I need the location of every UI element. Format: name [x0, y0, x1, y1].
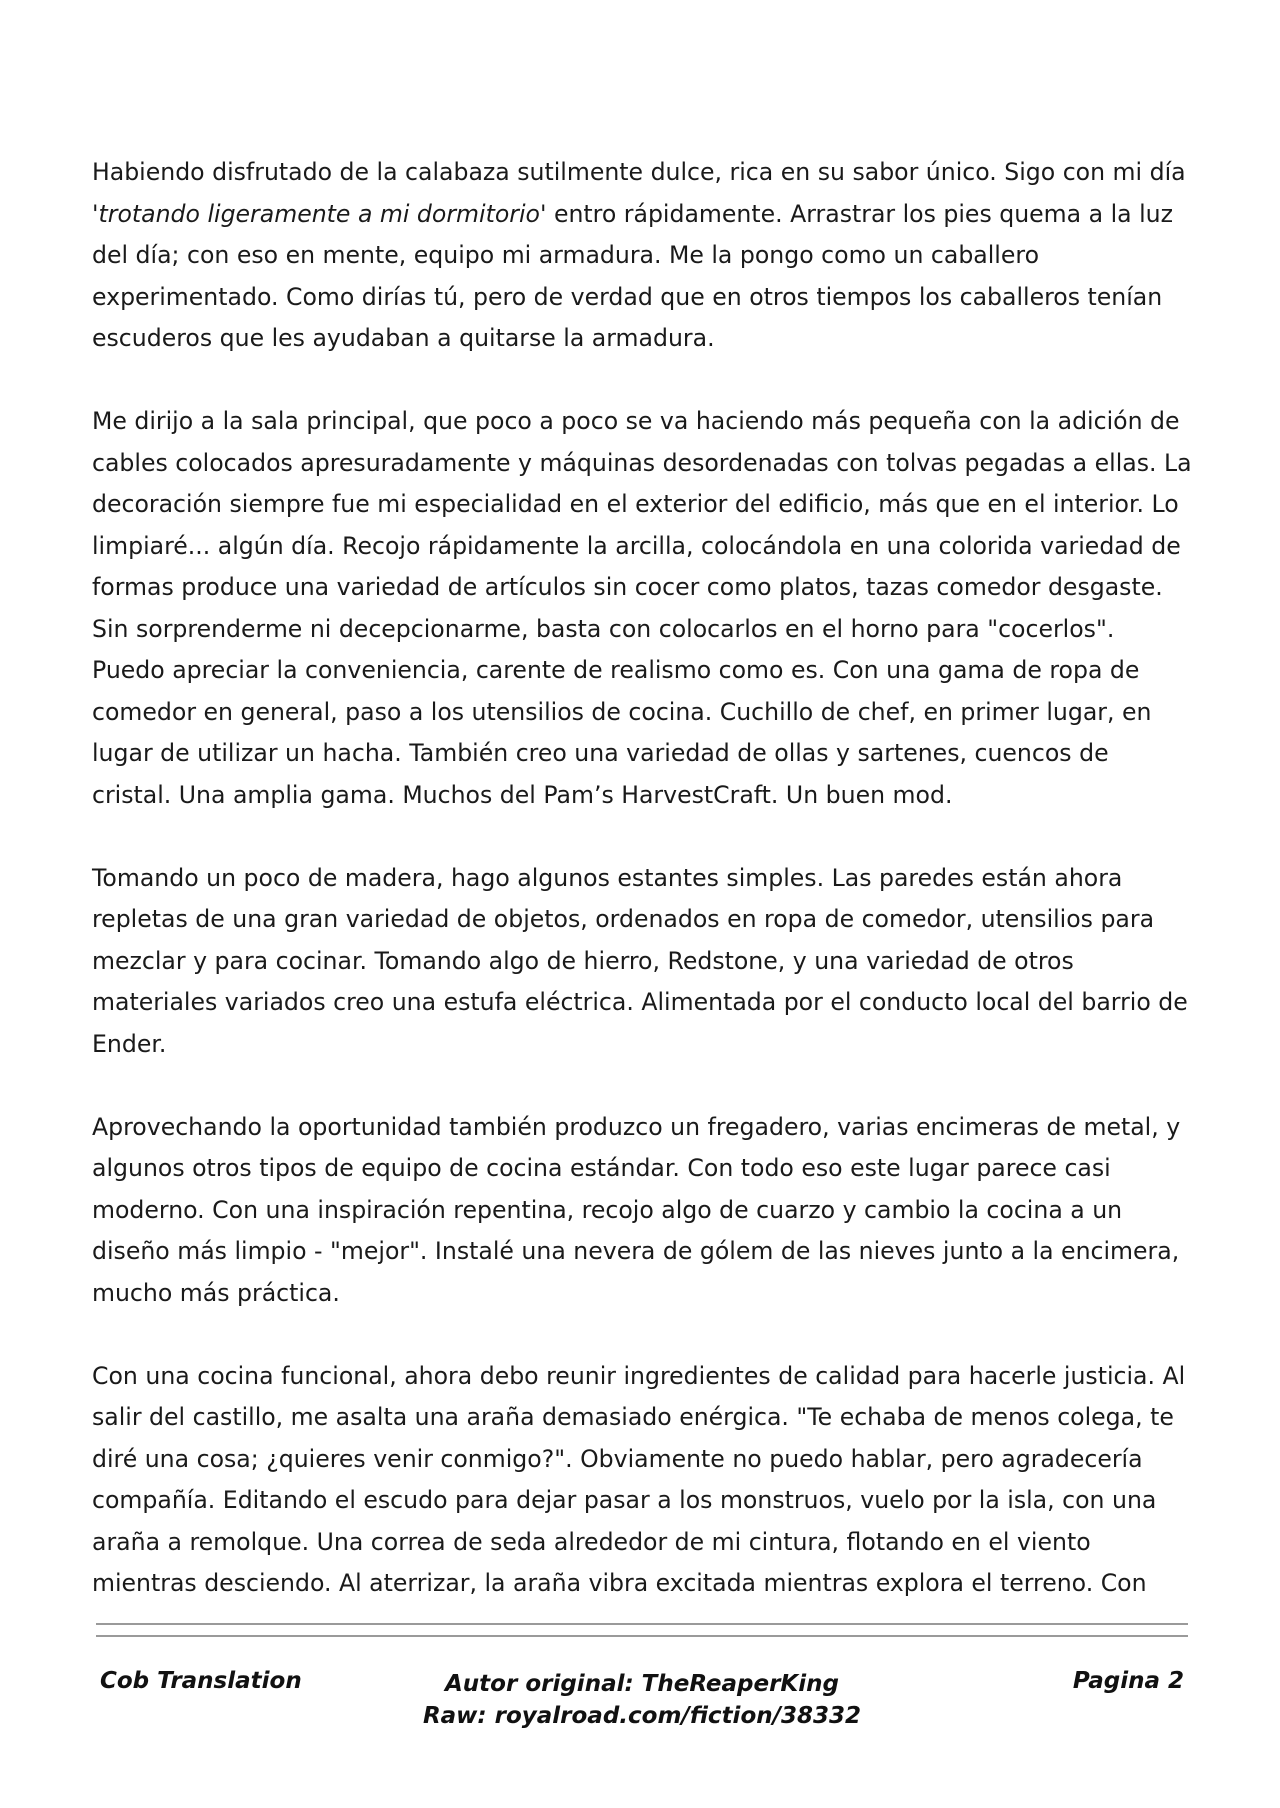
footer-raw-source: Raw: royalroad.com/fiction/38332 [422, 1703, 862, 1729]
paragraph-4: Aprovechando la oportunidad también produzco un fregadero, varias encimeras de metal, y algunos otros tipos de equipo de cocina estándar. Con todo eso este lugar parece casi moderno. Con una inspiración repentina, recojo algo de cuarzo y cambio la cocina a un diseño más limpio - "mejor". Instalé una nevera de gólem de las nieves junto a la encimera, mucho más práctica. [92, 1112, 1181, 1307]
footer-divider-top [96, 1623, 1188, 1625]
footer-page-number: Pagina 2 [1072, 1668, 1184, 1694]
paragraph-3: Tomando un poco de madera, hago algunos estantes simples. Las paredes están ahora repletas de una gran variedad de objetos, ordenados en ropa de comedor, utensilios para mezclar y para cocinar. Tomando algo de hierro, Redstone, y una variedad de otros materiales variados creo una estufa eléctrica. Alimentada por el conducto local del barrio de Ender. [92, 863, 1188, 1058]
paragraph-5: Con una cocina funcional, ahora debo reunir ingredientes de calidad para hacerle justicia. Al salir del castillo, me asalta una araña demasiado enérgica. "Te echaba de menos colega, te diré una cosa; ¿quieres venir conmigo?". Obviamente no puedo hablar, pero agradecería compañía. Editando el escudo para dejar pasar a los monstruos, vuelo por la isla, con una araña a remolque. Una correa de seda alrededor de mi cintura, flotando en el viento mientras desciendo. Al aterrizar, la araña vibra excitada mientras explora el terreno. Con [92, 1361, 1186, 1597]
footer-original-author: Autor original: TheReaperKing [445, 1671, 839, 1697]
page-footer [96, 1664, 1188, 1744]
paragraph-1-emphasis: trotando ligeramente a mi dormitorio [98, 199, 540, 228]
footer-credits [96, 1668, 1188, 1732]
footer-translator: Cob Translation [100, 1668, 302, 1694]
paragraph-1-after: ' entro rápidamente. Arrastrar los pies quema a la luz del día; con eso en mente, equipo mi armadura. Me la pongo como un caballero experimentado. Como dirías tú, pero de verdad que en otros tiempos los caballeros tenían escuderos que les ayudaban a quitarse la armadura. [92, 199, 1173, 352]
paragraph-1 [92, 152, 1192, 360]
paragraph-1-before: Habiendo disfrutado de la calabaza sutilmente dulce, rica en su sabor único. Sigo con mi día ' [92, 158, 1186, 228]
body-text [92, 152, 1192, 1646]
paragraph-2: Me dirijo a la sala principal, que poco a poco se va haciendo más pequeña con la adición de cables colocados apresuradamente y máquinas desordenadas con tolvas pegadas a ellas. La decoración siempre fue mi especialidad en el exterior del edificio, más que en el interior. Lo limpiaré... algún día. Recojo rápidamente la arcilla, colocándola en una colorida variedad de formas produce una variedad de artículos sin cocer como platos, tazas comedor desgaste. Sin sorprenderme ni decepcionarme, basta con colocarlos en el horno para "cocerlos". Puedo apreciar la conveniencia, carente de realismo como es. Con una gama de ropa de comedor en general, paso a los utensilios de cocina. Cuchillo de chef, en primer lugar, en lugar de utilizar un hacha. También creo una variedad de ollas y sartenes, cuencos de cristal. Una amplia gama. Muchos del Pam’s HarvestCraft. Un buen mod. [92, 407, 1192, 809]
footer-divider-bottom [96, 1635, 1188, 1637]
